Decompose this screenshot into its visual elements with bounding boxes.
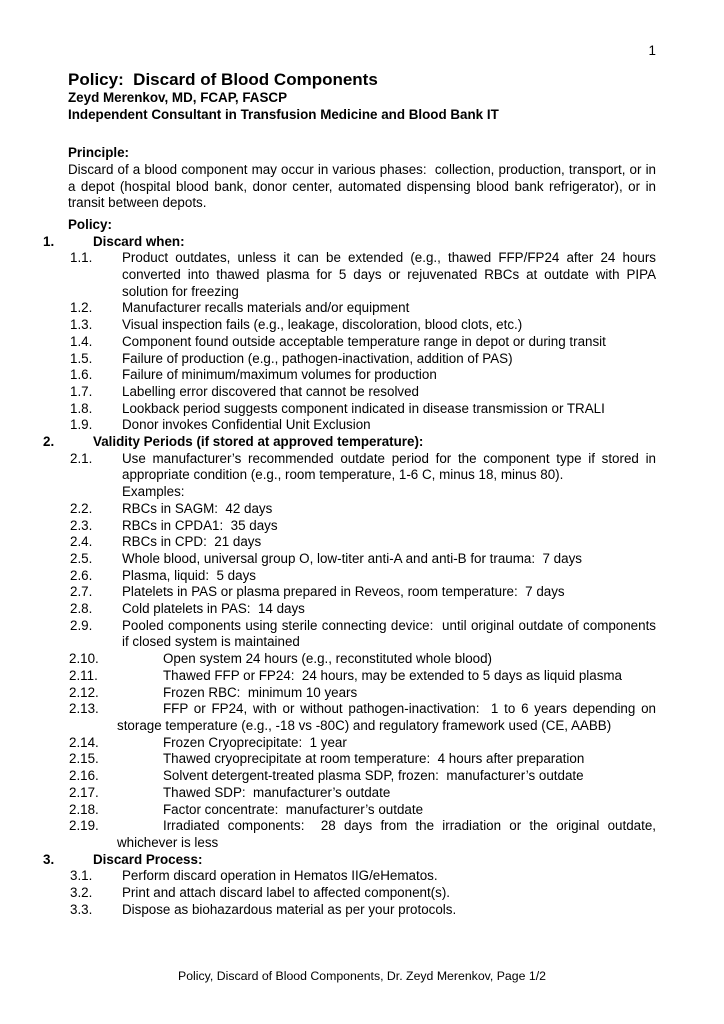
- item-number: 2.16.: [69, 768, 99, 784]
- item-number: 2.14.: [69, 734, 99, 750]
- item-1-7: [68, 384, 656, 401]
- item-number: 2.7.: [70, 584, 93, 600]
- item-2-2: [68, 501, 656, 518]
- item-number: 2.19.: [69, 818, 99, 834]
- item-text: Component found outside acceptable temperature range in depot or during transit: [122, 333, 606, 349]
- item-3-3: [68, 902, 656, 919]
- item-number: 2.11.: [69, 667, 98, 683]
- item-number: 2.17.: [69, 784, 99, 800]
- section-2-title: Validity Periods (if stored at approved temperature):: [93, 434, 424, 450]
- section-3-heading: [43, 851, 656, 869]
- doc-author: Zeyd Merenkov, MD, FCAP, FASCP: [68, 90, 288, 105]
- item-text: Thawed FFP or FP24: 24 hours, may be extended to 5 days as liquid plasma: [163, 667, 623, 683]
- item-text: Whole blood, universal group O, low-titer anti-A and anti-B for trauma: 7 days: [122, 550, 582, 566]
- item-2-7: [68, 584, 656, 601]
- item-2-1: [68, 451, 656, 501]
- item-2-3: [68, 518, 656, 535]
- item-number: 2.4.: [70, 534, 93, 550]
- item-2-18: [68, 802, 656, 819]
- item-number: 1.2.: [70, 300, 93, 316]
- item-text: RBCs in SAGM: 42 days: [122, 500, 273, 516]
- item-1-8: [68, 401, 656, 418]
- item-text: Cold platelets in PAS: 14 days: [122, 601, 305, 617]
- item-2-12: [68, 685, 656, 702]
- item-number: 3.3.: [70, 901, 93, 917]
- item-2-6: [68, 568, 656, 585]
- item-number: 1.6.: [70, 367, 93, 383]
- item-2-14: [68, 735, 656, 752]
- page-footer: Policy, Discard of Blood Components, Dr. Zeyd Merenkov, Page 1/2: [178, 969, 546, 983]
- item-text: Pooled components using sterile connecting device: until original outdate of components if closed system is maintained: [122, 617, 656, 650]
- item-text: FFP or FP24, with or without pathogen-inactivation: 1 to 6 years depending on storage temperature (e.g., -18 vs -80C) and regulatory framework used (CE, AABB): [117, 701, 656, 733]
- section-2-heading: [43, 434, 656, 451]
- item-number: 2.15.: [69, 751, 99, 767]
- item-text: Manufacturer recalls materials and/or equipment: [122, 300, 410, 316]
- section-3-number: 3.: [43, 851, 55, 867]
- item-text: Failure of production (e.g., pathogen-inactivation, addition of PAS): [122, 350, 513, 366]
- item-number: 2.3.: [70, 517, 93, 533]
- item-2-15: [68, 751, 656, 768]
- item-text: Factor concentrate: manufacturer’s outdate: [163, 801, 424, 817]
- item-1-1: [68, 250, 656, 300]
- item-text: Perform discard operation in Hematos IIG/eHematos.: [122, 868, 438, 884]
- item-1-4: [68, 334, 656, 351]
- item-2-5: [68, 551, 656, 568]
- item-2-8: [68, 601, 656, 618]
- item-number: 1.7.: [70, 383, 93, 399]
- item-text: Failure of minimum/maximum volumes for production: [122, 367, 437, 383]
- item-1-9: [68, 417, 656, 434]
- section-1-title: Discard when:: [93, 233, 185, 249]
- item-2-13: [68, 701, 656, 734]
- item-number: 1.9.: [70, 417, 93, 433]
- item-2-11: [68, 668, 656, 685]
- item-number: 2.8.: [70, 601, 93, 617]
- item-text: Frozen RBC: minimum 10 years: [163, 684, 358, 700]
- item-number: 2.1.: [70, 450, 93, 466]
- item-text: Frozen Cryoprecipitate: 1 year: [163, 734, 347, 750]
- item-number: 2.2.: [70, 500, 93, 516]
- item-text: Open system 24 hours (e.g., reconstituted whole blood): [163, 651, 492, 667]
- item-number: 1.1.: [70, 250, 93, 266]
- item-3-1: [68, 868, 656, 885]
- item-2-16: [68, 768, 656, 785]
- item-number: 3.2.: [70, 885, 93, 901]
- item-2-4: [68, 534, 656, 551]
- item-1-6: [68, 367, 656, 384]
- item-number: 2.9.: [70, 617, 93, 633]
- section-3-title: Discard Process:: [93, 851, 203, 867]
- spacer: [68, 128, 656, 145]
- item-text-continued: Examples:: [122, 484, 185, 500]
- item-number: 2.12.: [69, 684, 99, 700]
- item-1-3: [68, 317, 656, 334]
- item-text: Plasma, liquid: 5 days: [122, 567, 256, 583]
- item-text: Visual inspection fails (e.g., leakage, discoloration, blood clots, etc.): [122, 317, 523, 333]
- principle-body: Discard of a blood component may occur in various phases: collection, production, transport, or in a depot (hospital blood bank, donor center, automated dispensing blood bank refrigerator), or in transit between depots.: [68, 161, 656, 211]
- page-number: 1: [648, 43, 656, 58]
- item-number: 2.13.: [69, 701, 99, 717]
- item-number: 2.10.: [69, 651, 99, 667]
- doc-title: Policy: Discard of Blood Components: [68, 70, 378, 89]
- section-1-heading: [43, 233, 656, 251]
- item-number: 1.5.: [70, 350, 93, 366]
- item-number: 2.18.: [69, 801, 99, 817]
- item-text: RBCs in CPD: 21 days: [122, 534, 262, 550]
- item-text: Product outdates, unless it can be extended (e.g., thawed FFP/FP24 after 24 hours converted into thawed plasma for 5 days or rejuvenated RBCs at outdate with PIPA solution for freezing: [122, 250, 656, 299]
- section-2-number: 2.: [43, 434, 55, 450]
- item-number: 1.4.: [70, 333, 93, 349]
- item-2-9: [68, 618, 656, 651]
- principle-heading: Principle:: [68, 145, 130, 161]
- item-text: Donor invokes Confidential Unit Exclusion: [122, 417, 371, 433]
- doc-author-role: Independent Consultant in Transfusion Medicine and Blood Bank IT: [68, 106, 499, 122]
- item-text: Lookback period suggests component indicated in disease transmission or TRALI: [122, 400, 605, 416]
- section-1-number: 1.: [43, 233, 55, 249]
- item-text: RBCs in CPDA1: 35 days: [122, 517, 278, 533]
- item-text: Print and attach discard label to affected component(s).: [122, 885, 451, 901]
- item-3-2: [68, 885, 656, 902]
- item-text: Thawed cryoprecipitate at room temperature: 4 hours after preparation: [163, 751, 585, 767]
- item-2-17: [68, 785, 656, 802]
- item-number: 2.5.: [70, 550, 93, 566]
- item-1-5: [68, 351, 656, 368]
- item-text: Thawed SDP: manufacturer’s outdate: [163, 784, 391, 800]
- item-2-19: [68, 818, 656, 851]
- item-text: Dispose as biohazardous material as per your protocols.: [122, 901, 457, 917]
- item-text: Irradiated components: 28 days from the irradiation or the original outdate, whichever is less: [117, 818, 656, 850]
- item-2-10: [68, 651, 656, 668]
- item-number: 3.1.: [70, 868, 93, 884]
- item-text: Labelling error discovered that cannot be resolved: [122, 383, 420, 399]
- item-number: 1.3.: [70, 317, 93, 333]
- policy-heading: Policy:: [68, 216, 112, 232]
- item-text: Platelets in PAS or plasma prepared in Reveos, room temperature: 7 days: [122, 584, 565, 600]
- item-number: 2.6.: [70, 567, 93, 583]
- item-text: Use manufacturer’s recommended outdate period for the component type if stored in appropriate condition (e.g., room temperature, 1-6 C, minus 18, minus 80).: [122, 450, 656, 483]
- item-1-2: [68, 300, 656, 317]
- item-text: Solvent detergent-treated plasma SDP, frozen: manufacturer’s outdate: [163, 768, 584, 784]
- item-number: 1.8.: [70, 400, 93, 416]
